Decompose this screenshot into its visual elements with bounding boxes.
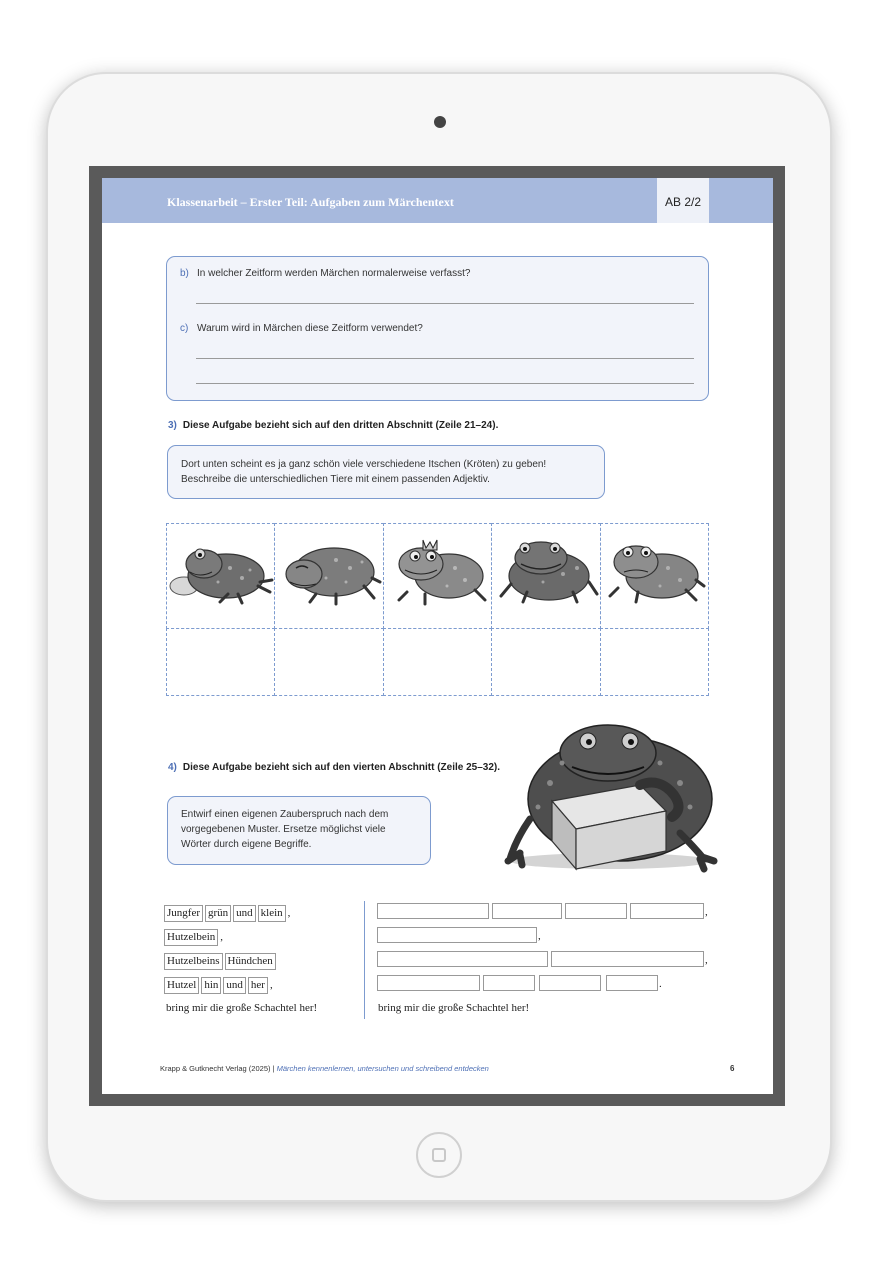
- adjective-input-cell[interactable]: [383, 628, 492, 696]
- adjective-input-cell[interactable]: [491, 628, 601, 696]
- toad-crowned-icon: [385, 534, 491, 606]
- task-3-heading: [168, 420, 498, 431]
- spell-word: grün: [205, 905, 231, 922]
- task-3-line-2: Beschreibe die unterschiedlichen Tiere mit einem passenden Adjektiv.: [181, 474, 490, 485]
- task-4-line-2: vorgegebenen Muster. Ersetze möglichst viele: [181, 824, 386, 835]
- spell-word: Hündchen: [225, 953, 276, 970]
- spell-answer-box[interactable]: [377, 927, 537, 943]
- footer-book-title: Märchen kennenlernen, untersuchen und schreibend entdecken: [276, 1064, 489, 1073]
- spell-right-last-line: bring mir die große Schachtel her!: [378, 1002, 530, 1014]
- task-4-heading: [168, 762, 500, 773]
- spell-word: Hutzel: [164, 977, 199, 994]
- spell-answer-box[interactable]: [377, 975, 480, 991]
- adjective-input-cell[interactable]: [274, 628, 384, 696]
- question-box: [166, 256, 709, 401]
- adjective-input-cell[interactable]: [166, 628, 275, 696]
- spell-divider: [364, 901, 365, 1019]
- task-3-line-1: Dort unten scheint es ja ganz schön viele verschiedene Itschen (Kröten) zu geben!: [181, 459, 547, 470]
- spell-answer-box[interactable]: [377, 951, 548, 967]
- task-4-line-1: Entwirf einen eigenen Zauberspruch nach dem: [181, 809, 389, 820]
- answer-line[interactable]: [196, 383, 694, 384]
- spell-row-1: [164, 905, 290, 922]
- spell-word: klein: [258, 905, 286, 922]
- adjective-input-cell[interactable]: [600, 628, 709, 696]
- task-4-line-3: Wörter durch eigene Begriffe.: [181, 839, 312, 850]
- task-3-instruction-box: [167, 445, 605, 499]
- punctuation: .: [659, 978, 662, 990]
- spell-row-2: [164, 929, 223, 946]
- punctuation: ,: [220, 931, 224, 943]
- home-button[interactable]: [416, 1132, 462, 1178]
- spell-answer-box[interactable]: [377, 903, 489, 919]
- spell-word: hin: [201, 977, 221, 994]
- answer-line[interactable]: [196, 358, 694, 359]
- spell-word: und: [223, 977, 246, 994]
- spell-answer-box[interactable]: [630, 903, 704, 919]
- question-b-letter: b): [180, 268, 189, 279]
- spell-word: Jungfer: [164, 905, 203, 922]
- toad-grinning-icon: [493, 534, 599, 606]
- page-header: [102, 178, 773, 223]
- spell-row-4: [164, 977, 273, 994]
- home-icon: [432, 1148, 446, 1162]
- punctuation: ,: [269, 979, 273, 991]
- camera-icon: [434, 116, 446, 128]
- spell-answer-box[interactable]: [606, 975, 658, 991]
- punctuation: ,: [705, 954, 708, 966]
- question-c-letter: c): [180, 323, 189, 334]
- toad-sleepy-icon: [276, 534, 382, 606]
- spell-word: Hutzelbein: [164, 929, 218, 946]
- punctuation: ,: [287, 907, 291, 919]
- toad-worried-icon: [602, 534, 708, 606]
- spell-word: her: [248, 977, 268, 994]
- page-title: Klassenarbeit – Erster Teil: Aufgaben zum Märchentext: [167, 195, 454, 209]
- task-4-instruction-box: [167, 796, 431, 865]
- answer-line[interactable]: [196, 303, 694, 304]
- task-3-number: 3): [168, 420, 177, 431]
- punctuation: ,: [538, 930, 541, 942]
- spell-word: und: [233, 905, 256, 922]
- toad-sad-icon: [168, 534, 274, 606]
- spell-answer-box[interactable]: [551, 951, 704, 967]
- sheet-badge: AB 2/2: [657, 178, 709, 223]
- page-number: 6: [730, 1064, 735, 1073]
- footer-publisher: Krapp & Gutknecht Verlag (2025) |: [160, 1064, 275, 1073]
- task-4-title: Diese Aufgabe bezieht sich auf den vierten Abschnitt (Zeile 25–32).: [182, 762, 501, 773]
- toad-with-box-icon: [490, 723, 745, 873]
- worksheet-page: [102, 178, 773, 1094]
- spell-answer-box[interactable]: [565, 903, 627, 919]
- spell-last-line: bring mir die große Schachtel her!: [166, 1002, 318, 1014]
- question-b-text: In welcher Zeitform werden Märchen normalerweise verfasst?: [197, 268, 471, 279]
- spell-row-3: [164, 953, 278, 970]
- spell-answer-box[interactable]: [483, 975, 535, 991]
- question-c-text: Warum wird in Märchen diese Zeitform verwendet?: [197, 323, 423, 334]
- spell-answer-box[interactable]: [539, 975, 601, 991]
- spell-answer-box[interactable]: [492, 903, 562, 919]
- spell-word: Hutzelbeins: [164, 953, 223, 970]
- punctuation: ,: [705, 906, 708, 918]
- page-footer: [160, 1064, 489, 1073]
- task-3-title: Diese Aufgabe bezieht sich auf den dritten Abschnitt (Zeile 21–24).: [182, 420, 499, 431]
- task-4-number: 4): [168, 762, 177, 773]
